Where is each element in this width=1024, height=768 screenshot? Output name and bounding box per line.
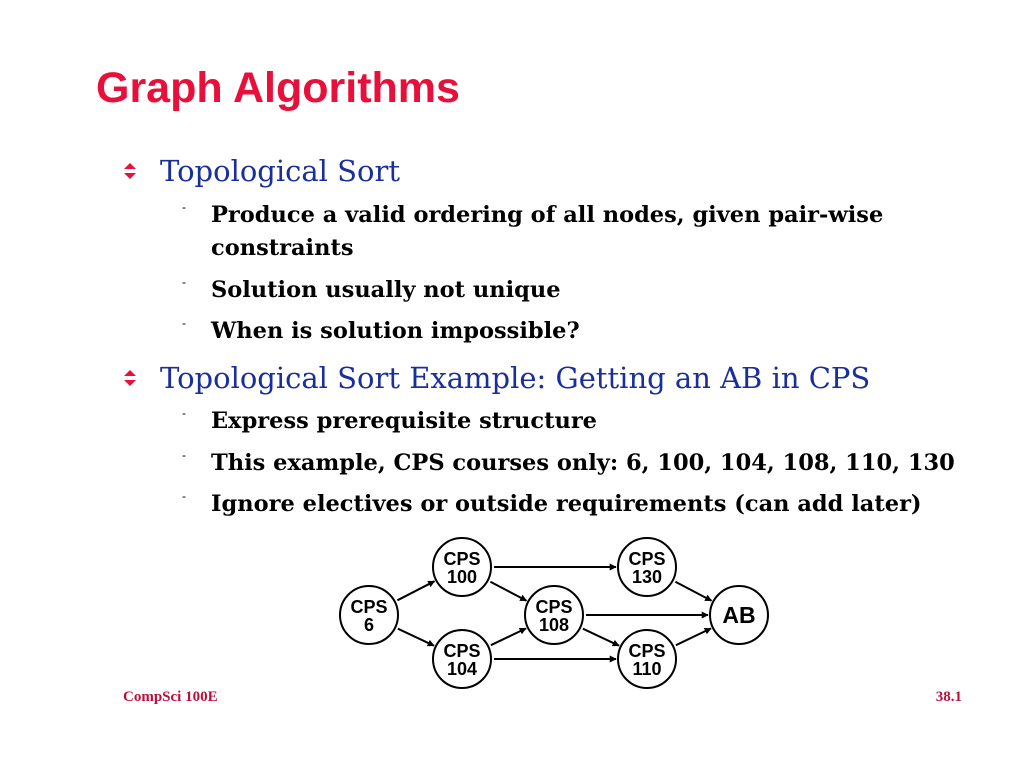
footer-course: CompSci 100E	[123, 689, 218, 705]
sub-bullet	[182, 199, 931, 265]
prerequisite-diagram	[330, 530, 780, 695]
footer-slide-number: 38.1	[935, 689, 962, 705]
node-label-line1: CPS	[443, 549, 481, 569]
sub-bullet-text: Solution usually not unique	[211, 277, 561, 303]
node-label-line1: CPS	[443, 641, 481, 661]
edge-cps130-to-ab	[675, 582, 711, 601]
sub-bullet	[182, 447, 955, 480]
node-cps130	[618, 538, 676, 596]
dash-icon: -	[182, 406, 186, 420]
node-layer	[340, 538, 768, 688]
dash-icon: -	[182, 200, 186, 214]
node-cps108	[525, 586, 583, 644]
section-heading: Topological Sort	[160, 154, 401, 188]
edge-cps100-to-cps108	[490, 582, 526, 601]
sub-bullet	[182, 315, 580, 348]
sub-bullet-text: This example, CPS courses only: 6, 100, 104, 108, 110, 130	[211, 450, 955, 476]
bullet-topological-sort-example	[120, 360, 870, 396]
node-label-line2: 110	[632, 659, 662, 679]
node-label-line1: CPS	[628, 641, 666, 661]
diamond-arrows-icon	[120, 161, 140, 181]
sub-bullet	[182, 488, 922, 521]
node-label-line2: 6	[363, 615, 375, 635]
sub-bullet-text: Ignore electives or outside requirements (can add later)	[211, 491, 922, 517]
node-cps104	[433, 630, 491, 688]
edge-cps108-to-cps110	[583, 629, 619, 646]
edge-cps104-to-cps108	[491, 628, 526, 645]
slide-title: Graph Algorithms	[96, 64, 460, 112]
sub-bullet	[182, 274, 561, 307]
node-ab	[710, 586, 768, 644]
edge-cps110-to-ab	[676, 628, 711, 645]
dash-icon: -	[182, 316, 186, 330]
node-label-line2: 104	[446, 659, 478, 679]
node-label-line1: CPS	[628, 549, 666, 569]
edge-cps6-to-cps100	[397, 581, 434, 600]
dash-icon: -	[182, 489, 186, 503]
node-cps100	[433, 538, 491, 596]
node-cps110	[618, 630, 676, 688]
section-heading: Topological Sort Example: Getting an AB in CPS	[160, 361, 871, 395]
bullet-topological-sort	[120, 153, 400, 189]
node-label-line1: CPS	[350, 597, 388, 617]
node-label-line2: 100	[446, 567, 478, 587]
sub-bullet-text: When is solution impossible?	[211, 318, 580, 344]
node-label-line1: CPS	[535, 597, 573, 617]
dash-icon: -	[182, 275, 186, 289]
diamond-arrows-icon	[120, 368, 140, 388]
edge-cps6-to-cps104	[398, 629, 434, 646]
node-label-line2: 108	[538, 615, 570, 635]
dash-icon: -	[182, 448, 186, 462]
sub-bullet-text: Produce a valid ordering of all nodes, given pair-wise constraints	[211, 202, 884, 261]
node-cps6	[340, 586, 398, 644]
sub-bullet-text: Express prerequisite structure	[211, 408, 597, 434]
node-label-line2: 130	[631, 567, 663, 587]
node-label: AB	[722, 602, 756, 628]
sub-bullet	[182, 405, 597, 438]
